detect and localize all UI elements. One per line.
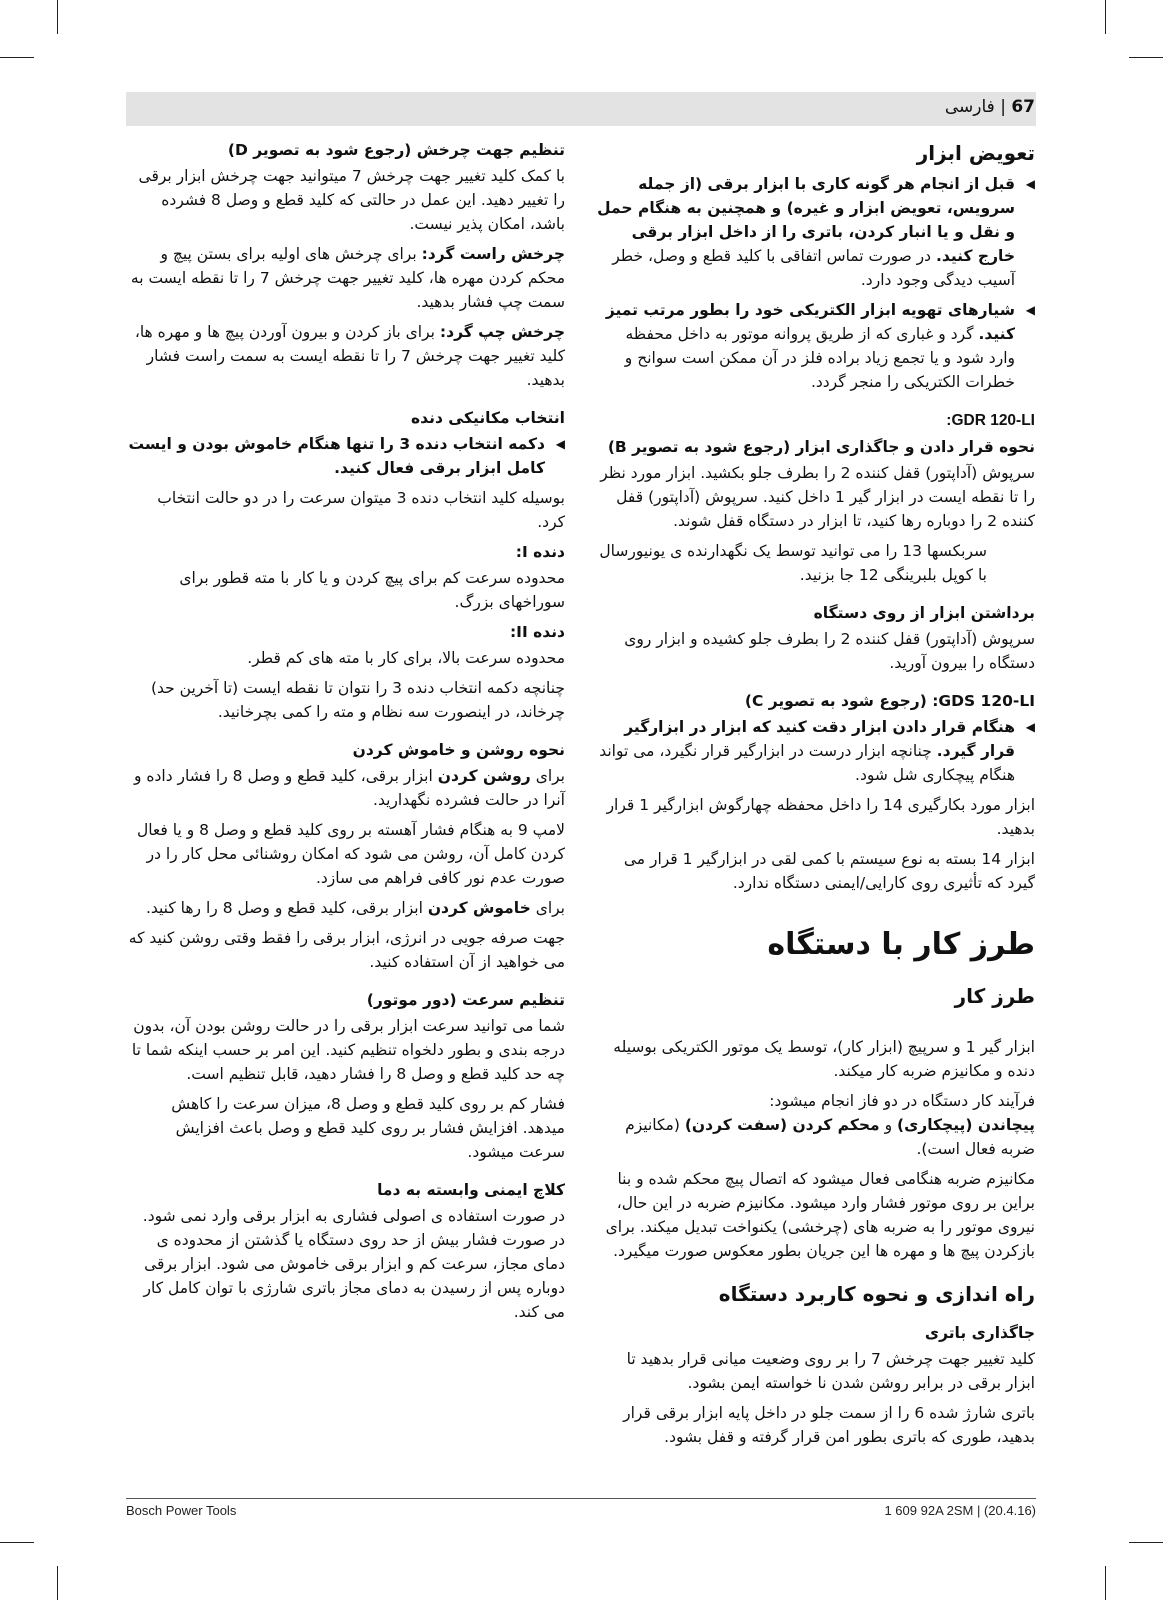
footer-docnum: 1 609 92A 2SM | (20.4.16) [884, 1503, 1036, 1518]
crop-mark [1105, 1566, 1106, 1600]
paragraph [125, 764, 565, 812]
paragraph [125, 320, 565, 392]
paragraph: شما می توانید سرعت ابزار برقی را در حالت روشن بودن آن، بدون درجه بندی و بطور دلخواه تنظیم کنید. این امر بر حسب اینکه شما تا چه حد کلید قطع و وصل 8 را فشار دهید، قابل تنظیم است. [131, 1017, 565, 1083]
header-bar [126, 92, 1036, 126]
paragraph [125, 896, 565, 920]
bullet-bold: دکمه انتخاب دنده 3 را تنها هنگام خاموش بودن و ایست کامل ابزار برقی فعال کنید. [128, 435, 545, 477]
section-title: تعویض ابزار [916, 141, 1035, 165]
crop-mark [1129, 57, 1163, 58]
off-text: ابزار برقی، کلید قطع و وصل 8 را رها کنید. [145, 899, 423, 917]
subheading: برداشتن ابزار از روی دستگاه [813, 604, 1035, 622]
bullet-bold: شیارهای تهویه ابزار الکتریکی خود را بطور مرتب تمیز کنید. [605, 301, 1015, 343]
section-title: طرز کار [954, 984, 1035, 1008]
on-prefix: برای [535, 767, 565, 785]
header-language: فارسی [944, 97, 995, 117]
subheading: انتخاب مکانیکی دنده [411, 409, 565, 427]
paragraph: محدوده سرعت بالا، برای کار با مته های کم قطر. [247, 649, 565, 667]
header-separator: | [1000, 97, 1006, 117]
paragraph: فشار کم بر روی کلید قطع و وصل 8، میزان سرعت را کاهش میدهد. افزایش فشار بر روی کلید قطع و وصل باعث افزایش سرعت میشود. [171, 1095, 565, 1161]
crop-mark [0, 1542, 34, 1543]
triangle-left-icon: ◀ [1025, 720, 1035, 734]
off-prefix: برای [535, 899, 565, 917]
subheading: دنده II: [509, 623, 565, 641]
paragraph: بوسیله کلید انتخاب دنده 3 میتوان سرعت را در دو حالت انتخاب کرد. [157, 489, 565, 531]
subheading: GDS 120-LI: (رجوع شود به تصویر C) [744, 692, 1035, 710]
crop-mark [0, 57, 34, 58]
crop-mark [57, 1566, 58, 1600]
on-text: ابزار برقی، کلید قطع و وصل 8 را فشار داده و آنرا در حالت فشرده نگهدارید. [133, 767, 565, 809]
model-label [595, 408, 1035, 433]
chapter-title: طرز کار با دستگاه [767, 927, 1035, 962]
crop-mark [57, 0, 58, 34]
subheading: نحوه قرار دادن و جاگذاری ابزار (رجوع شود به تصویر B) [607, 438, 1035, 456]
paragraph: چنانچه دکمه انتخاب دنده 3 را نتوان تا نقطه ایست (تا آخرین حد) چرخاند، در اینصورت سه نظام و مته را کمی بچرخانید. [150, 679, 565, 721]
paragraph: سربکسها 13 را می توانید توسط یک نگهدارنده ی یونیورسال با کوپل بلبرینگی 12 جا بزنید. [599, 542, 987, 584]
paragraph: محدوده سرعت کم برای پیچ کردن و یا کار با مته قطور برای سوراخهای بزرگ. [179, 569, 565, 611]
warning-bullet [595, 172, 1035, 292]
bullet-text: چنانچه ابزار درست در ابزارگیر قرار نگیرد، می تواند هنگام پیچکاری شل شود. [599, 742, 1015, 784]
paragraph: ابزار مورد بکارگیری 14 را داخل محفظه چهارگوش ابزارگیر 1 قرار بدهید. [606, 796, 1035, 838]
term-bold: چرخش چپ گرد: [439, 323, 565, 341]
warning-bullet [595, 298, 1035, 394]
paragraph: سرپوش (آداپتور) قفل کننده 2 را بطرف جلو کشیده و ابزار روی دستگاه را بیرون آورید. [624, 630, 1035, 672]
footer-rule [126, 1498, 1036, 1499]
paragraph: جهت صرفه جویی در انرژی، ابزار برقی را فقط وقتی روشن کنید که می خواهید از آن استفاده کنید. [128, 929, 565, 971]
subheading: تنظیم جهت چرخش (رجوع شود به تصویر D) [227, 141, 565, 159]
warning-bullet [125, 432, 565, 480]
section-title: راه اندازی و نحوه کاربرد دستگاه [718, 1282, 1035, 1306]
paragraph: سرپوش (آداپتور) قفل کننده 2 را بطرف جلو بکشید. ابزار مورد نظر را تا نقطه ایست در ابزار گیر 1 داخل کنید. سرپوش (آداپتور) قفل کننده 2 را دوباره رها کنید، تا ابزار در دستگاه قفل شوند. [600, 464, 1035, 530]
bullet-text: گرد و غباری که از طریق پروانه موتور به داخل محفظه وارد شود و یا تجمع زیاد براده فلز در آن ممکن است سوانح و خطرات الکتریکی را منجر گردد. [624, 325, 1015, 391]
subheading: جاگذاری باتری [924, 1324, 1035, 1342]
paragraph [125, 242, 565, 314]
subheading: کلاچ ایمنی وابسته به دما [377, 1181, 565, 1199]
left-column [125, 138, 565, 1330]
crop-mark [1129, 1542, 1163, 1543]
subheading: نحوه روشن و خاموش کردن [352, 741, 565, 759]
bullet-text: در صورت تماس اتفاقی با کلید قطع و وصل، خطر آسیب دیدگی وجود دارد. [612, 247, 1015, 289]
phase-two: محکم کردن (سفت کردن) [684, 1116, 880, 1134]
paragraph: با کمک کلید تغییر جهت چرخش 7 میتوانید جهت چرخش ابزار برقی را تغییر دهید. این عمل در حالتی که کلید قطع و وصل 8 فشرده باشد، امکان پذیر نیست. [138, 167, 565, 233]
on-bold: روشن کردن [437, 767, 531, 785]
subheading: تنظیم سرعت (دور موتور) [366, 991, 565, 1009]
triangle-left-icon: ◀ [1025, 177, 1035, 191]
paragraph: لامپ 9 به هنگام فشار آهسته بر روی کلید قطع و وصل 8 و یا فعال کردن کامل آن، روشن می شود که امکان روشنائی محل کار را در صورت عدم نور کافی فراهم می سازد. [136, 821, 565, 887]
paragraph: ابزار 14 بسته به نوع سیستم با کمی لقی در ابزارگیر 1 قرار می گیرد که تأثیری روی کارایی/ایمنی دستگاه ندارد. [623, 850, 1035, 892]
term-text: برای باز کردن و بیرون آوردن پیچ ها و مهره ها، کلید تغییر جهت چرخش 7 را تا نقطه ایست به سمت راست فشار بدهید. [134, 323, 565, 389]
subheading: دنده I: [515, 543, 565, 561]
paragraph: باتری شارژ شده 6 را از سمت جلو در داخل پایه ابزار برقی قرار بدهید، طوری که باتری بطور امن قرار گرفته و قفل بشود. [623, 1404, 1035, 1446]
warning-bullet [595, 715, 1035, 787]
page-number: 67 [1011, 97, 1035, 117]
paragraph: کلید تغییر جهت چرخش 7 را بر روی وضعیت میانی قرار بدهید تا ابزار برقی در برابر روشن شدن نا خواسته ایمن بشود. [626, 1350, 1035, 1392]
page-header [945, 97, 1035, 117]
term-text: برای چرخش های اولیه برای بستن پیچ و محکم کردن مهره ها، کلید تغییر جهت چرخش 7 را تا نقطه ایست به سمت چپ فشار بدهید. [130, 245, 565, 311]
term-bold: چرخش راست گرد: [421, 245, 565, 263]
paragraph [595, 1113, 1035, 1161]
bullet-bold: هنگام قرار دادن ابزار دقت کنید که ابزار در ابزارگیر قرار گیرد. [624, 718, 1015, 760]
right-column [595, 138, 1035, 1455]
conjunction: و [884, 1116, 893, 1134]
footer-brand: Bosch Power Tools [126, 1503, 237, 1518]
phase-one: پیچاندن (پیچکاری) [897, 1116, 1035, 1134]
paragraph: در صورت استفاده ی اصولی فشاری به ابزار برقی وارد نمی شود. در صورت فشار بیش از حد روی دستگاه یا گذشتن از محدوده ی دمای مجاز، سرعت کم و ابزار برقی خاموش می شود. ابزار برقی دوباره پس از رسیدن به دمای مجاز باتری شارژی با توان کامل کار می کند. [142, 1207, 565, 1321]
crop-mark [1105, 0, 1106, 34]
phase-note: (مکانیزم ضربه فعال است). [625, 1116, 1035, 1158]
paragraph: ابزار گیر 1 و سرپیچ (ابزار کار)، توسط یک موتور الکتریکی بوسیله دنده و مکانیزم ضربه کار میکند. [613, 1038, 1035, 1080]
bullet-bold: قبل از انجام هر گونه کاری با ابزار برقی (از جمله سرویس، تعویض ابزار و غیره) و همچنین به هنگام حمل و نقل و یا انبار کردن، باتری را از داخل ابزار برقی خارج کنید. [597, 175, 1015, 265]
model-gdr: :GDR 120-LI [946, 412, 1035, 429]
triangle-left-icon: ◀ [1025, 303, 1035, 317]
paragraph: فرآیند کار دستگاه در دو فاز انجام میشود: [769, 1092, 1035, 1110]
paragraph: مکانیزم ضربه هنگامی فعال میشود که اتصال پیچ محکم شده و بنا براین بر روی موتور فشار وارد میشود. مکانیزم ضربه در این حال، نیروی موتور را به ضربه های (چرخشی) یکنواخت تبدیل میکند. برای بازکردن پیچ ها و مهره ها این جریان بطور معکوس صورت میگیرد. [605, 1170, 1035, 1260]
triangle-left-icon: ◀ [555, 437, 565, 451]
off-bold: خاموش کردن [427, 899, 531, 917]
